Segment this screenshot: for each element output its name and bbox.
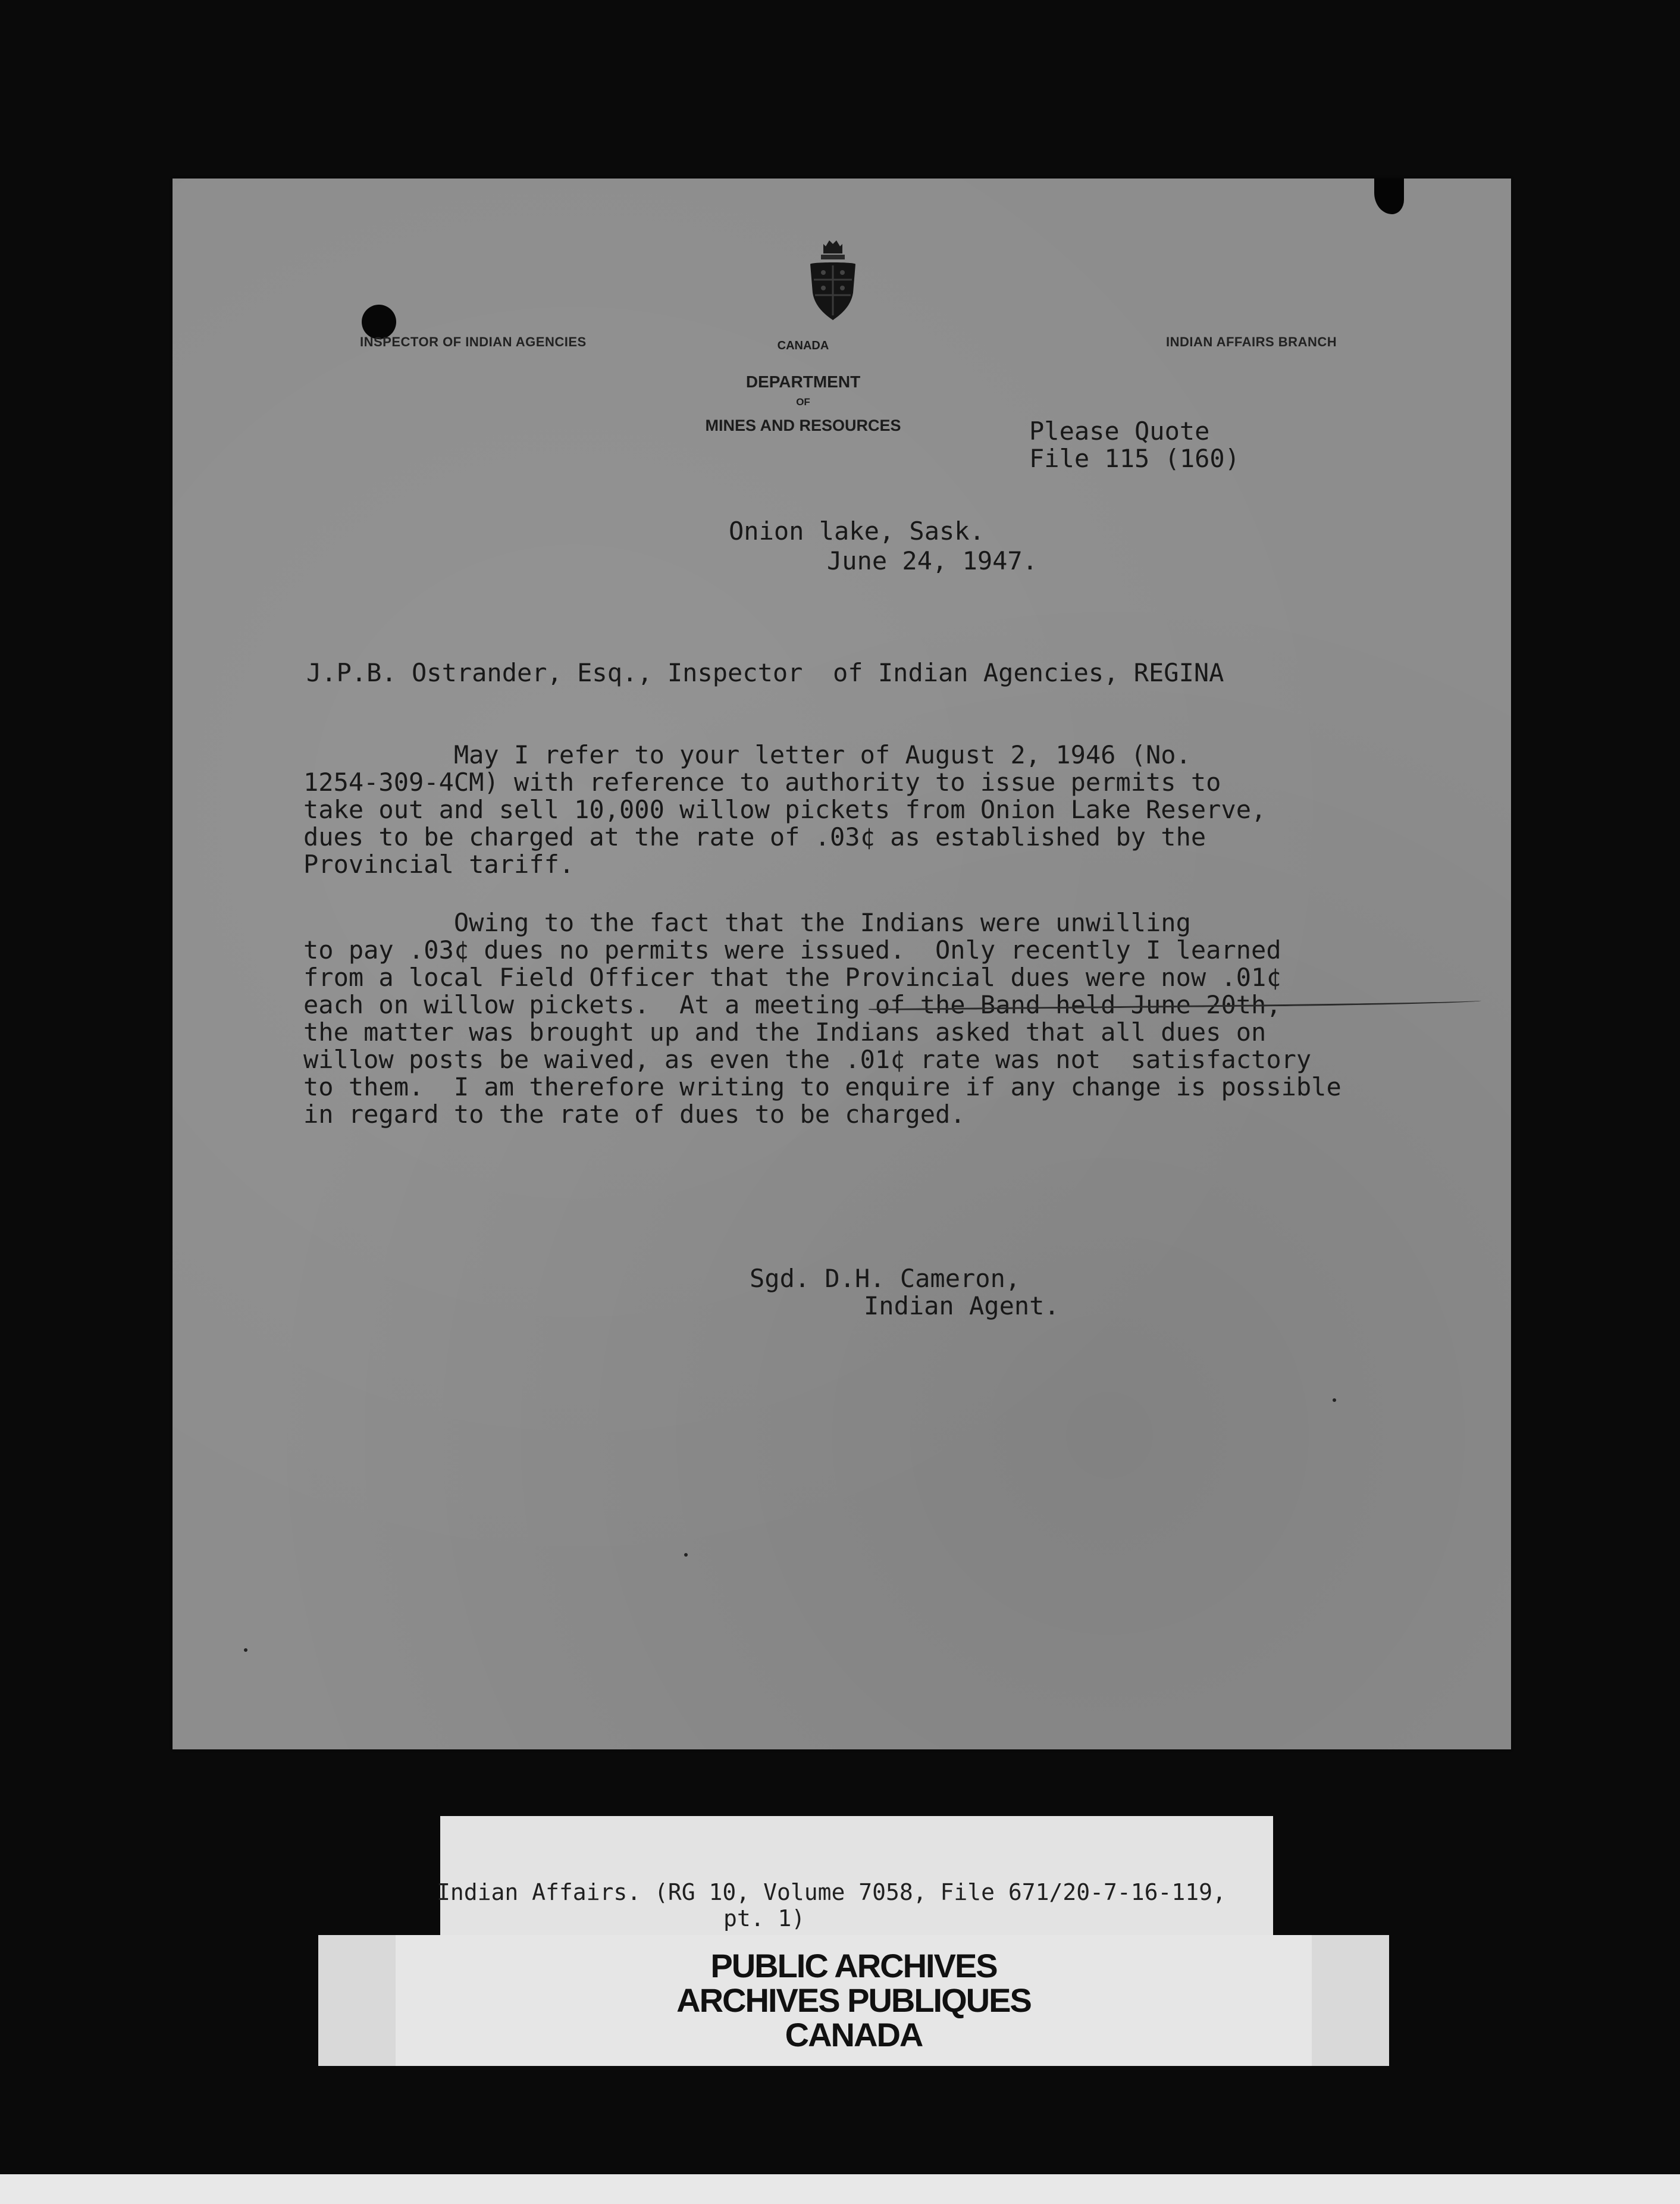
- letter-addressee: J.P.B. Ostrander, Esq., Inspector of Indian Agencies, REGINA: [306, 658, 1224, 687]
- archive-stamp-line-1: PUBLIC ARCHIVES: [710, 1947, 997, 1984]
- archive-reference-line-2: pt. 1): [723, 1905, 805, 1931]
- paper-speck: [244, 1648, 247, 1652]
- paper-speck: [684, 1553, 688, 1557]
- coat-of-arms-icon: [803, 238, 863, 324]
- letter-page: [173, 179, 1511, 1749]
- letterhead-department: DEPARTMENT: [745, 372, 861, 391]
- letter-date: June 24, 1947.: [827, 546, 1038, 575]
- archive-reference-label: [437, 1816, 1273, 1935]
- letterhead-country: CANADA: [777, 339, 829, 352]
- letterhead-right-office: INDIAN AFFAIRS BRANCH: [1166, 334, 1337, 349]
- bottom-frame-edge: [0, 2174, 1680, 2204]
- letterhead-left-office: INSPECTOR OF INDIAN AGENCIES: [360, 334, 587, 349]
- signature-name: Sgd. D.H. Cameron,: [750, 1264, 1021, 1293]
- archive-stamp-label: [318, 1935, 1389, 2066]
- archive-stamp-card: [396, 1935, 1312, 2066]
- letter-place: Onion lake, Sask.: [729, 516, 985, 546]
- ink-blot-corner: [1374, 179, 1404, 214]
- file-reference-label: Please Quote: [1029, 417, 1210, 446]
- archive-stamp-line-3: CANADA: [785, 2016, 923, 2053]
- letterhead-of: OF: [796, 396, 810, 408]
- body-paragraph-2: Owing to the fact that the Indians were unwilling to pay .03¢ dues no permits were issued. Only recently I learned from a local Field Officer that the Provincial dues were now .01¢ each on willow pickets. At a meeting of the Band held June 20th, the matter was brought up and the Indians asked that all dues on willow posts be waived, as even the .01¢ rate was not satisfactory to them. I am therefore writing to enquire if any change is possible in regard to the rate of dues to be charged.: [303, 908, 1342, 1129]
- paper-speck: [1333, 1398, 1336, 1402]
- archive-reference-line-1: Indian Affairs. (RG 10, Volume 7058, File 671/20-7-16-119,: [437, 1879, 1226, 1905]
- body-paragraph-1: May I refer to your letter of August 2, 1946 (No. 1254-309-4CM) with reference to authority to issue permits to take out and sell 10,000 willow pickets from Onion Lake Reserve, dues to be charged at the rate of .03¢ as established by the Provincial tariff.: [303, 740, 1267, 879]
- file-reference-number: File 115 (160): [1029, 444, 1240, 473]
- signature-title: Indian Agent.: [864, 1291, 1060, 1320]
- letterhead-ministry: MINES AND RESOURCES: [705, 417, 901, 434]
- archive-stamp-line-2: ARCHIVES PUBLIQUES: [676, 1981, 1031, 2019]
